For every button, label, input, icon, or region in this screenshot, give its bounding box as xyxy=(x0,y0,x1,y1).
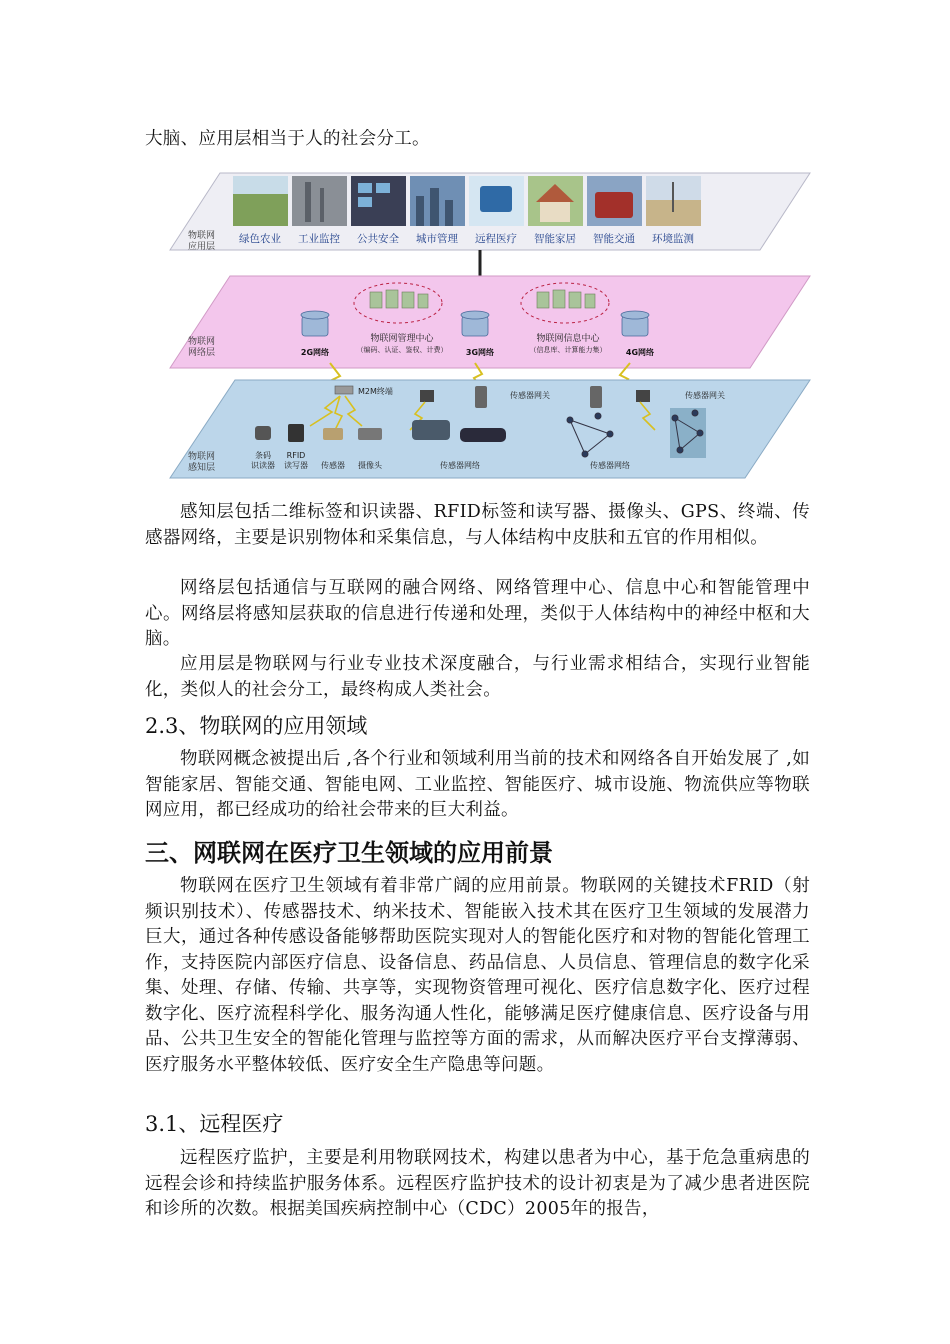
heading-3: 三、网联网在医疗卫生领域的应用前景 xyxy=(145,839,553,867)
network-layer xyxy=(170,276,810,368)
application-layer xyxy=(170,173,810,252)
barcode-label-1: 条码 xyxy=(255,451,271,460)
para-medical-prospect: 物联网在医疗卫生领域有着非常广阔的应用前景。物联网的关键技术FRID（射频识别技术）、传感器技术、纳米技术、智能嵌入技术其在医疗卫生领域的发展潜力巨大，通过各种传感设备能够帮助医院实现对人的智能化医疗和对物的智能化管理工作，支持医院内部医疗信息、设备信息、药品信息、人员信息、管理信息的数字化采集、处理、存储、传输、共享等，实现物资管理可视化、医疗信息数字化、医疗过程数字化、医疗流程科学化、服务沟通人性化，能够满足医疗健康信息、医疗设备与用品、公共卫生安全的智能化管理与监控等方面的需求，从而解决医疗平台支撑薄弱、医疗服务水平整体较低、医疗安全生产隐患等问题。 xyxy=(145,876,810,1075)
para-application-layer: 应用层是物联网与行业专业技术深度融合，与行业需求相结合，实现行业智能化，类似人的社会分工，最终构成人类社会。 xyxy=(145,654,810,700)
gateway-device-2 xyxy=(590,386,602,408)
mgmt-center-label: 物联网管理中心 xyxy=(370,334,434,344)
rfid-reader xyxy=(288,424,304,442)
iot-architecture-figure xyxy=(140,168,820,483)
camera-label: 摄像头 xyxy=(358,461,382,470)
top-line: 大脑、应用层相当于人的社会分工。 xyxy=(145,129,430,149)
thumb-industrial xyxy=(292,176,347,226)
base-station-4g xyxy=(621,311,649,336)
rfid-label-1: RFID xyxy=(286,451,306,460)
gateway-2-label: 传感器网关 xyxy=(685,391,725,400)
barcode-reader xyxy=(255,426,271,440)
net-layer-label-1: 物联网 xyxy=(188,337,216,347)
app-item-1: 工业监控 xyxy=(298,233,340,245)
router-1 xyxy=(420,390,434,402)
mgmt-center-sub: （编码、认证、鉴权、计费） xyxy=(356,346,448,354)
sense-layer-label-1: 物联网 xyxy=(188,452,216,462)
app-item-3: 城市管理 xyxy=(416,233,458,245)
car-2 xyxy=(460,428,506,442)
app-item-5: 智能家居 xyxy=(534,233,576,245)
sensor-label: 传感器 xyxy=(321,461,345,470)
para-sensing-layer: 感知层包括二维标签和识读器、RFID标签和读写器、摄像头、GPS、终端、传感器网络，主要是识别物体和采集信息，与人体结构中皮肤和五官的作用相似。 xyxy=(145,502,810,548)
app-item-7: 环境监测 xyxy=(652,233,694,245)
net-layer-label-2: 网络层 xyxy=(188,348,216,358)
heading-2-3: 2.3、物联网的应用领域 xyxy=(145,714,368,738)
app-layer-label-1: 物联网 xyxy=(188,231,216,241)
net-3g-label: 3G网络 xyxy=(465,348,495,357)
sensing-layer xyxy=(170,380,810,478)
net-2g-label: 2G网络 xyxy=(300,348,330,357)
para-telemedicine: 远程医疗监护，主要是利用物联网技术，构建以患者为中心，基于危急重病患的远程会诊和持续监护服务体系。远程医疗监护技术的设计初衷是为了减少患者进医院和诊所的次数。根据美国疾病控制中心（CDC）2005年的报告， xyxy=(145,1148,810,1219)
camera-device xyxy=(358,428,382,440)
app-item-2: 公共安全 xyxy=(357,233,399,245)
net-4g-label: 4G网络 xyxy=(625,348,655,357)
base-station-3g xyxy=(461,311,489,336)
sensor-mesh-2 xyxy=(670,408,706,458)
sensor-net-1-label: 传感器网络 xyxy=(440,461,480,470)
m2m-label: M2M终端 xyxy=(358,387,393,396)
app-item-6: 智能交通 xyxy=(593,233,635,245)
info-center-sub: （信息库、计算能力集） xyxy=(529,346,607,354)
gateway-device-1 xyxy=(475,386,487,408)
m2m-terminal xyxy=(335,386,353,394)
sensor-device xyxy=(323,428,343,440)
para-network-layer: 网络层包括通信与互联网的融合网络、网络管理中心、信息中心和智能管理中心。网络层将感知层获取的信息进行传递和处理，类似于人体结构中的神经中枢和大脑。 xyxy=(145,578,810,649)
app-item-4: 远程医疗 xyxy=(475,233,517,245)
router-2 xyxy=(636,390,650,402)
app-item-0: 绿色农业 xyxy=(239,233,281,245)
para-applications: 物联网概念被提出后 ,各个行业和领域利用当前的技术和网络各自开始发展了 ,如智能家居、智能交通、智能电网、工业监控、智能医疗、城市设施、物流供应等物联网应用，都已经成功的给社会带来的巨大利益。 xyxy=(145,749,810,820)
rfid-label-2: 读写器 xyxy=(284,461,308,470)
car-1 xyxy=(412,420,450,440)
app-layer-label-2: 应用层 xyxy=(188,242,216,252)
gateway-1-label: 传感器网关 xyxy=(510,391,550,400)
sense-layer-label-2: 感知层 xyxy=(188,463,216,473)
sensor-net-2-label: 传感器网络 xyxy=(590,461,630,470)
heading-3-1: 3.1、远程医疗 xyxy=(145,1112,284,1136)
info-center-label: 物联网信息中心 xyxy=(536,334,600,344)
barcode-label-2: 识读器 xyxy=(251,461,275,470)
base-station-2g xyxy=(301,311,329,336)
